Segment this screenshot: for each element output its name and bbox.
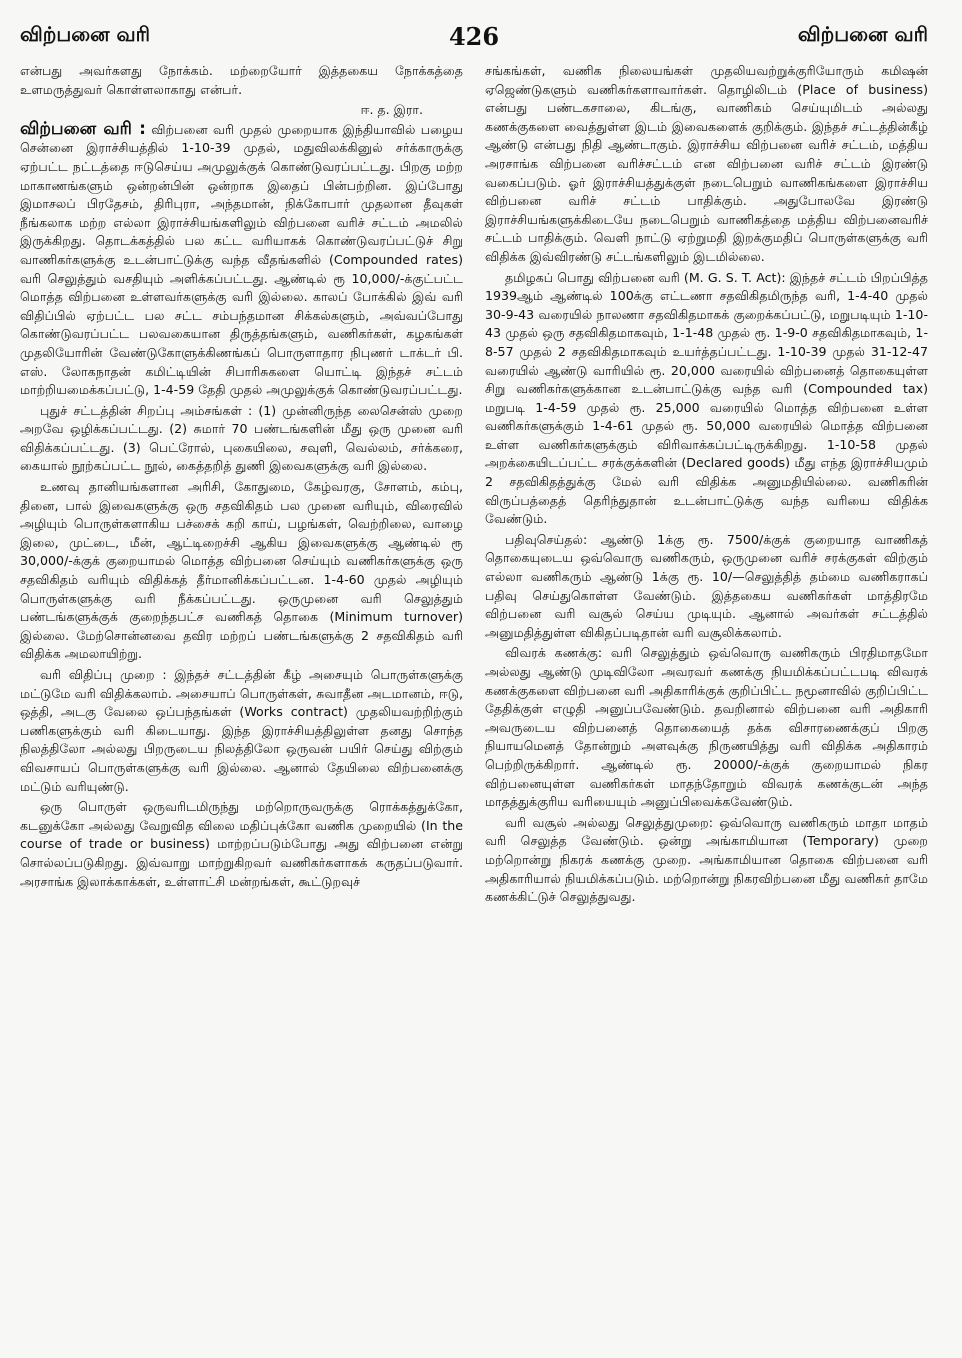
page-number: 426 <box>448 22 500 51</box>
header-left-title: விற்பனை வரி <box>20 22 151 46</box>
entry-text: விற்பனை வரி முதல் முறையாக இந்தியாவில் பழைய சென்னை இராச்சியத்தில் 1-10-39 முதல், மதுவிலக்கினுல் சர்க்காருக்கு ஏற்பட்ட நட்டத்தை ஈடுசெய்ய அமுலுக்குக் கொண்டுவரப்பட்டது. பிறகு மற்ற மாகாணங்களும் ஒன்றன்பின் ஒன்றாக இதைப் பின்பற்றின. இப்போது இமாசலப் பிரதேசம், திரிபுரா, அந்தமான், நிக்கோபார் முதலான தீவுகள் நீங்கலாக மற்ற எல்லா இராச்சியங்களிலும் விற்பனை வரிச் சட்டம் அமலில் இருக்கிறது. தொடக்கத்தில் பல கட்ட வரியாகக் கொண்டுவரப்பட்டுச் சிறு வாணிகர்களுக்கு உடன்பாட்டுக்கு வந்த வீதங்களில் (Compounded rates) வரி செலுத்தும் வசதியும் அளிக்கப்பட்டது. ஆண்டில் ரூ 10,000/-க்குட்பட்ட மொத்த விற்பனை உள்ளவர்களுக்கு வரி இல்லை. காலப் போக்கில் இவ் வரி விதிப்பில் ஏற்பட்ட பல சட்ட சம்பந்தமான சிக்கல்களும், அவ்வப்போது கொண்டுவரப்பட்ட பலவகையான திருத்தங்களும், வணிகர்கள், கழகங்கள் முதலியோரின் வேண்டுகோளுக்கிணங்கப் பொருளாதார நிபுணர் டாக்டர் பி. எஸ். லோகநாதன் கமிட்டியின் சிபாரிசுகளை யொட்டி இந்தச் சட்டம் மாற்றியமைக்கப்பட்டு, 1-4-59 தேதி முதல் அமுலுக்குக் கொண்டுவரப்பட்டது. <box>20 121 463 398</box>
paragraph: உணவு தானியங்களான அரிசி, கோதுமை, கேழ்வரகு, சோளம், கம்பு, தினை, பால் இவைகளுக்கு ஒரு சதவிகிதம் பல முனை வரியும், விரைவில் அழியும் பொருள்களாகிய பச்சைக் கறி காய், பழங்கள், வெற்றிலை, வாழை இலை, முட்டை, மீன், ஆட்டிறைச்சி ஆகிய இவைகளுக்கு ஆண்டில் ரூ 30,000/-க்குக் குறையாமல் மொத்த விற்பனை செய்யும் வணிகர்களுக்கு ஒரு சதவிகிதம் வரியும் விதிக்கத் தீர்மானிக்கப்பட்டன. 1-4-60 முதல் அழியும் பொருள்களுக்கு வரி நீக்கப்பட்டது. ஒருமுனை வரி செலுத்தும் பண்டங்களுக்குக் குறைந்தபட்ச வணிகத் தொகை (Minimum turnover) இல்லை. மேற்சொன்னவை தவிர மற்றப் பண்டங்களுக்கு 2 சதவிகிதம் வரி விதிக்க அமலாயிற்று. <box>20 479 463 662</box>
paragraph: விவரக் கணக்கு: வரி செலுத்தும் ஒவ்வொரு வணிகரும் பிரதிமாதமோ அல்லது ஆண்டு முடிவிலோ அவரவர் கணக்கு நியமிக்கப்பட்டபடி விவரக் கணக்குகளை விற்பனை வரி அதிகாரிக்குக் குறிப்பிட்ட நமூனாவில் குறிப்பிட்ட தேதிக்குள் எழுதி அனுப்பவேண்டும். தவறினால் விற்பனை வரி அதிகாரி அவருடைய விற்பனைத் தொகையைத் தக்க விசாரணைக்குப் பிறகு நியாயமெனத் தோன்றும் அளவுக்கு நிருணயித்து வரி விதிக்க அதிகாரம் பெற்றிருக்கிறார். ஆண்டில் ரூ. 20000/-க்குக் குறையாமல் நிகர விற்பனையுள்ள வணிகர்கள் மாதந்தோறும் விவரக் கணக்குடன் அந்த மாதத்துக்குரிய வரியையும் அனுப்பிவைக்கவேண்டும். <box>485 645 928 810</box>
paragraph: தமிழகப் பொது விற்பனை வரி (M. G. S. T. Act): இந்தச் சட்டம் பிறப்பித்த 1939ஆம் ஆண்டில் 100க்கு எட்டணா சதவிகிதமிருந்த வரி, 1-4-40 முதல் 30-9-43 வரையில் நாலணா சதவிகிதமாகக் குறைக்கப்பட்டு, மறுபடியும் 1-10-43 முதல் ஒரு சதவிகிதமாகவும், 1-1-48 முதல் ரூ. 1-9-0 சதவிகிதமாகவும், 1-8-57 முதல் 2 சதவிகிதமாகவும் உயர்த்தப்பட்டது. 1-10-39 முதல் 31-12-47 வரையில் ஆண்டு வாரியில் ரூ. 20,000 வரையில் விற்பனைத் தொகையுள்ள சிறு வணிகர்களுக்கான உடன்பாட்டுக்கு வந்த வரி (Compounded tax) மறுபடி 1-4-59 முதல் ரூ. 25,000 வரையில் மொத்த விற்பனை உள்ள வணிகர்களுக்கும் 1-4-61 முதல் ரூ. 50,000 வரையில் மொத்த விற்பனை உள்ள வணிகர்களுக்கும் விரிவாக்கப்பட்டிருக்கிறது. 1-10-58 முதல் அறக்கையிடப்பட்ட சரக்குக்களின் (Declared goods) மீது எந்த இராச்சியமும் 2 சதவிகிதத்துக்கு மேல் வரி விதிக்க அனுமதியில்லை. வணிகரின் விருப்பத்தைத் தெரிந்துதான் உடன்பாட்டுக்கு வந்த வரியை விதிக்க வேண்டும். <box>485 269 928 527</box>
left-column <box>20 62 463 909</box>
author-signature: ஈ. த. இரா. <box>360 102 423 118</box>
paragraph: வரி விதிப்பு முறை : இந்தச் சட்டத்தின் கீழ் அசையும் பொருள்களுக்கு மட்டுமே வரி விதிக்கலாம். அசையாப் பொருள்கள், சுவாதீன அடமானம், ஈடு, ஒத்தி, அடகு வேலை ஒப்பந்தங்கள் (Works contract) முதலியவற்றிற்கும் பணிகளுக்கும் வரி கிடையாது. இந்த இராச்சியத்திலுள்ள தனது சொந்த நிலத்திலோ அல்லது பிறருடைய நிலத்திலோ ஒருவன் பயிர் செய்து விற்கும் விவசாயப் பொருள்களுக்கு வரி இல்லை. ஆனால் தேயிலை விற்பனைக்கு மட்டும் வரியுண்டு. <box>20 667 463 794</box>
paragraph: சங்கங்கள், வணிக நிலையங்கள் முதலியவற்றுக்குரியோரும் கமிஷன் ஏஜெண்டுகளும் வணிகர்களாவார்கள். தொழிலிடம் (Place of business) என்பது பண்டகசாலை, கிடங்கு, வாணிகம் செய்யுமிடம் அல்லது கணக்குகளை வைத்துள்ள இடம் இவைகளைக் குறிக்கும். இந்தச் சட்டத்தின்கீழ் ஆண்டு என்பது நிதி ஆண்டாகும். இராச்சிய விற்பனை வரிச் சட்டம், மத்திய அரசாங்க விற்பனை வரிச்சட்டம் என விற்பனை வரிச் சட்டம் இரண்டு வகைப்படும். ஓர் இராச்சியத்துக்குள் நடைபெறும் வாணிகங்களை இராச்சிய விற்பனை வரிச் சட்டம் பாதிக்கும். அதுபோலவே இரண்டு இராச்சியங்களுக்கிடையே நடைபெறும் வாணிகத்தை மத்திய விற்பனைவரிச் சட்டம் பாதிக்கும். வெளி நாட்டு ஏற்றுமதி இறக்குமதிப் பொருள்களுக்கு வரி விதிக்க இவ்விரண்டு சட்டங்களிலும் இடமில்லை. <box>485 63 928 264</box>
running-header <box>20 22 928 62</box>
header-right-title: விற்பனை வரி <box>797 22 928 46</box>
entry-paragraph <box>20 120 463 400</box>
body-columns <box>20 62 928 909</box>
right-column <box>485 62 928 909</box>
paragraph: ஒரு பொருள் ஒருவரிடமிருந்து மற்றொருவருக்கு ரொக்கத்துக்கோ, கடனுக்கோ அல்லது வேறுவித விலை மதிப்புக்கோ வணிக முறையில் (In the course of trade or business) மாற்றப்படும்போது அது விற்பனை என்று சொல்லப்படுகிறது. இவ்வாறு மாற்றுகிறவர் வணிகர்களாகக் கருதப்படுவார். அரசாங்க இலாக்காக்கள், உள்ளாட்சி மன்றங்கள், கூட்டுறவுச் <box>20 799 463 889</box>
paragraph: பதிவுசெய்தல்: ஆண்டு 1க்கு ரூ. 7500/க்குக் குறையாத வாணிகத் தொகையுடைய ஒவ்வொரு வணிகரும், ஒருமுனை வரிச் சரக்குகள் விற்கும் எல்லா வணிகரும் ஆண்டு 1க்கு ரூ. 10/—செலுத்தித் தம்மை வணிகராகப் பதிவு செய்துகொள்ள வேண்டும். இத்தகைய வணிகர்கள் மாத்திரமே விற்பனை வரி வசூல் செய்ய முடியும். ஆனால் அவர்கள் சட்டத்தில் அனுமதித்துள்ள விகிதப்படிதான் வரி வசூலிக்கலாம். <box>485 531 928 640</box>
entry-heading: விற்பனை வரி : <box>20 118 146 139</box>
paragraph: வரி வசூல் அல்லது செலுத்துமுறை: ஒவ்வொரு வணிகரும் மாதா மாதம் வரி செலுத்த வேண்டும். ஒன்று அங்காமியான (Temporary) முறை மற்றொன்று நிகரக் கணக்கு முறை. அங்காமியான தொகை விற்பனை வரி அதிகாரியால் நியமிக்கப்படும். மற்றொன்று நிகரவிற்பனை மீது வணிகர் தாமே கணக்கிட்டுச் செலுத்துவது. <box>485 814 928 905</box>
paragraph: என்பது அவர்களது நோக்கம். மற்றையோர் இத்தகைய நோக்கத்தை உளமருத்துவர் கொள்ளலாகாது என்பர். <box>20 63 463 97</box>
paragraph: புதுச் சட்டத்தின் சிறப்பு அம்சங்கள் : (1) முன்னிருந்த லைசென்ஸ் முறை அறவே ஒழிக்கப்பட்டது. (2) சுமார் 70 பண்டங்களின் மீது ஒரு முனை வரி விதிக்கப்பட்டது. (3) பெட்ரோல், புகையிலை, சவுளி, வெல்லம், சர்க்கரை, கையால் நூற்கப்பட்ட நூல், கைத்தறித் துணி இவைகளுக்கு வரி இல்லை. <box>20 402 463 474</box>
